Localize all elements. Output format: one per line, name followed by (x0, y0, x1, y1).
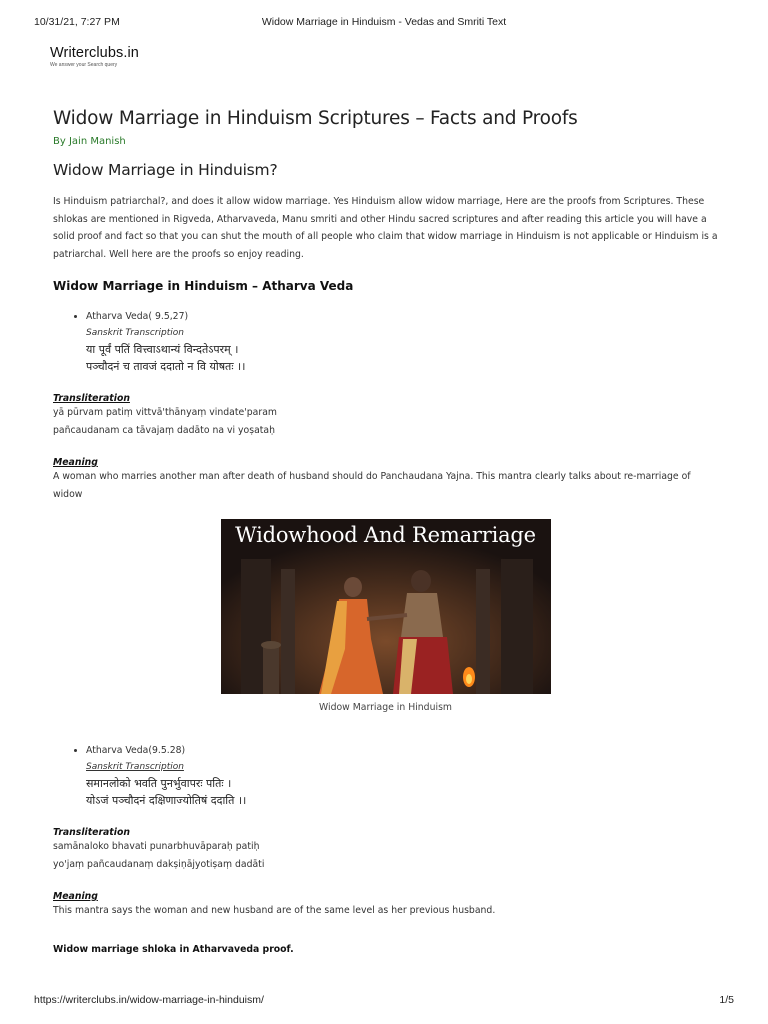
verse2-sanskrit-label: Sanskrit Transcription (86, 762, 184, 772)
verse1-ref: • Atharva Veda( 9.5,27) (86, 311, 189, 322)
verse1-translit1: yā pūrvam patiṃ vittvā'thānyaṃ vindate'param (53, 407, 277, 418)
verse2-meaning: This mantra says the woman and new husband are of the same level as her previous husband. (53, 905, 496, 916)
widowhood-image (221, 519, 551, 694)
verse2-sanskrit-line2: योऽजं पञ्चौदनं दक्षिणाज्योतिषं ददाति ।। (86, 794, 247, 807)
verse1-meaning-label: Meaning (53, 457, 98, 468)
print-datetime: 10/31/21, 7:27 PM (34, 16, 120, 28)
section-heading: Widow Marriage in Hinduism – Atharva Veda (53, 279, 354, 293)
closing-bold-line: Widow marriage shloka in Atharvaveda proof. (53, 943, 294, 955)
print-page-title: Widow Marriage in Hinduism - Vedas and Smriti Text (261, 16, 507, 28)
verse1-translit-label: Transliteration (53, 393, 130, 404)
site-tagline: We answer your Search query (50, 62, 118, 68)
site-name[interactable]: Writerclubs.in (50, 45, 139, 61)
print-page-number: 1/5 (719, 994, 734, 1006)
verse2-translit2: yo'jaṃ pañcaudanaṃ dakṣiṇājyotiṣaṃ dadāti (53, 858, 265, 870)
verse2-ref: • Atharva Veda(9.5.28) (86, 745, 186, 756)
article (53, 108, 718, 955)
image-caption: Widow Marriage in Hinduism (319, 702, 452, 713)
article-byline[interactable]: By Jain Manish (53, 136, 126, 147)
verse2-item (86, 743, 718, 809)
verse2-meaning-label: Meaning (53, 891, 98, 902)
verse1-sanskrit-label: Sanskrit Transcription (86, 328, 184, 338)
verse2-sanskrit-line1: समानलोको भवति पुनर्भुवापरः पतिः । (86, 777, 232, 790)
article-title: Widow Marriage in Hinduism Scriptures – Facts and Proofs (53, 108, 578, 129)
verse1-meaning: A woman who marries another man after death of husband should do Panchaudana Yajna. This mantra clearly talks about re-marriage of widow (53, 471, 691, 500)
verse1-sanskrit-line1: या पूर्वं पतिं वित्त्वाऽथान्यं विन्दतेऽपरम् । (86, 343, 239, 356)
verse1-list (53, 309, 718, 375)
article-subtitle: Widow Marriage in Hinduism? (53, 161, 278, 179)
verse2-list (53, 743, 718, 809)
image-overlay-text: Widowhood And Remarriage (235, 523, 536, 547)
verse2-translit1: samānaloko bhavati punarbhuvāparaḥ patiḥ (53, 841, 260, 852)
article-figure (221, 519, 551, 713)
verse1-sanskrit-line2: पञ्चौदनं च तावजं ददातो न वि योषतः ।। (86, 360, 246, 373)
verse2-translit-label: Transliteration (53, 827, 130, 838)
print-url: https://writerclubs.in/widow-marriage-in-hinduism/ (34, 994, 264, 1006)
verse1-translit2: pañcaudanam ca tāvajaṃ dadāto na vi yoṣataḥ (53, 424, 276, 436)
verse1-item (86, 309, 718, 375)
intro-paragraph: Is Hinduism patriarchal?, and does it allow widow marriage. Yes Hinduism allow widow marriage, Here are the proofs from Scriptures. These shlokas are mentioned in Rigveda, Atharvaveda, Manu smriti and other Hindu sacred scriptures and after reading this article you will have a solid proof and fact so that you can shut the mouth of all people who claim that widow marriage in Hinduism is not applicable or Hinduism is a patriarchal. Well here are the proofs so enjoy reading. (53, 196, 718, 260)
site-logo[interactable] (50, 45, 139, 68)
